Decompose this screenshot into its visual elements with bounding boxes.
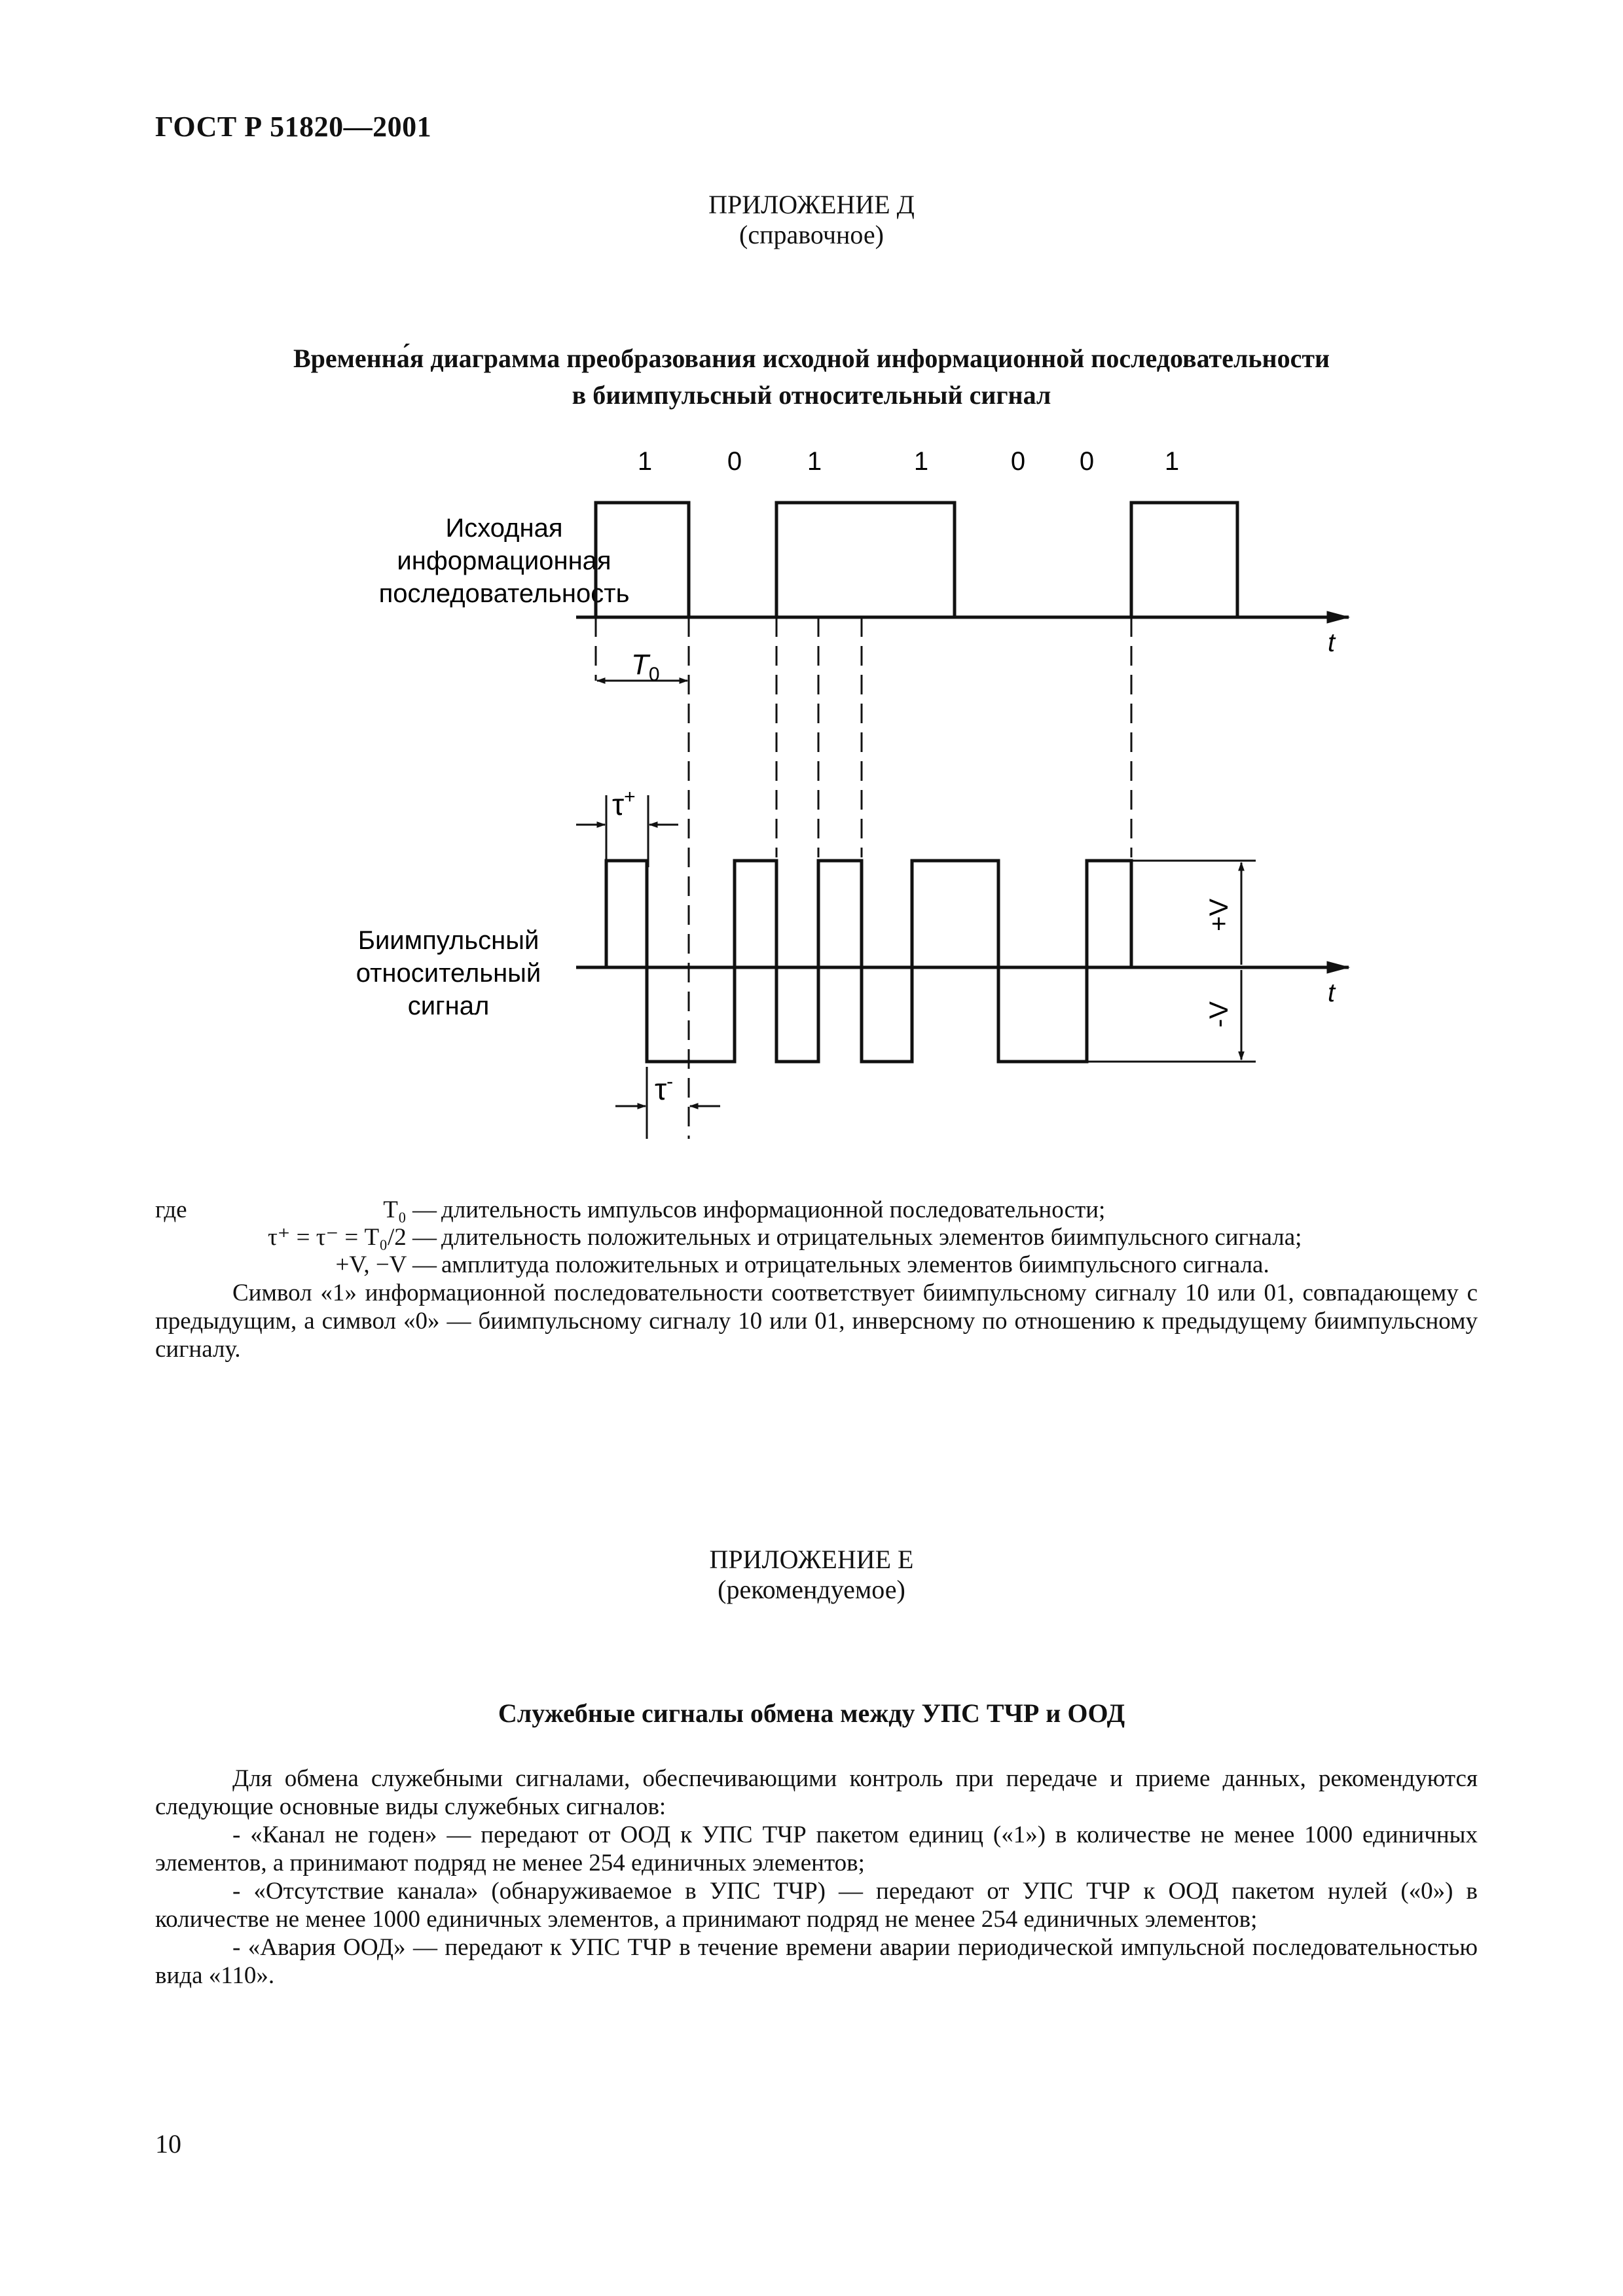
appendix-e-body [155, 1765, 1478, 1990]
bit-label: 1 [637, 447, 653, 476]
biphase-label-line1: Биимпульсный [357, 926, 539, 955]
appendix-d-label: ПРИЛОЖЕНИЕ Д [708, 190, 915, 219]
tau-plus-superscript: + [624, 786, 636, 808]
biphase-label-line2: относительный [356, 959, 541, 988]
signal-item-channel-failed: - «Канал не годен» — передают от ООД к УПС ТЧР пакетом единиц («1») в количестве не менее 1000 единичных элементов, а принимают подряд не менее 254 единичных элементов; [155, 1821, 1478, 1876]
legend-paragraph [155, 1279, 1478, 1363]
tau-plus-symbol: τ [612, 787, 625, 821]
legend-row1-symbol: T₀ — [383, 1196, 437, 1223]
bit-label: 1 [807, 447, 822, 476]
legend-where: где [155, 1196, 187, 1223]
appendix-e-kind: (рекомендуемое) [718, 1575, 905, 1604]
bit-label: 0 [727, 447, 742, 476]
biphase-label-line3: сигнал [407, 992, 490, 1020]
appendix-d-title-line2: в биимпульсный относительный сигнал [572, 380, 1051, 410]
tau-minus-label [655, 1071, 673, 1106]
appendix-e-label: ПРИЛОЖЕНИЕ Е [709, 1545, 914, 1574]
tau-minus-symbol: τ [655, 1072, 667, 1106]
legend-row1-text: длительность импульсов информационной последовательности; [441, 1196, 1106, 1223]
legend-row3-text: амплитуда положительных и отрицательных элементов биимпульсного сигнала. [441, 1251, 1269, 1278]
tau-plus-label [612, 786, 636, 821]
source-label-line1: Исходная [445, 514, 563, 543]
biphase-waveform [606, 861, 1131, 1062]
appendix-e-intro: Для обмена служебными сигналами, обеспечивающими контроль при передаче и приеме данных, рекомендуются следующие основные виды служебных сигналов: [155, 1765, 1478, 1820]
legend-row2-symbol: τ⁺ = τ⁻ = T₀/2 — [267, 1224, 437, 1251]
tau-minus-superscript: - [666, 1071, 674, 1092]
legend [155, 1196, 1471, 1279]
legend-row3-symbol: +V, −V — [335, 1251, 437, 1278]
appendix-d-kind: (справочное) [739, 220, 884, 249]
bit-label: 0 [1079, 447, 1095, 476]
bit-label: 1 [913, 447, 929, 476]
plus-v-label: +V [1205, 898, 1233, 932]
signal-item-dte-failure: - «Авария ООД» — передают к УПС ТЧР в течение времени аварии периодической импульсной последовательностью вида «110». [155, 1934, 1478, 1989]
source-sequence-waveform [596, 503, 1237, 617]
t0-subscript: 0 [648, 664, 660, 685]
minus-v-label: -V [1205, 1001, 1233, 1028]
appendix-e-heading [0, 1545, 1623, 1605]
t0-symbol: T [631, 649, 649, 681]
page-number: 10 [155, 2129, 181, 2159]
bit-label: 0 [1010, 447, 1026, 476]
legend-row2-text: длительность положительных и отрицательных элементов биимпульсного сигнала; [441, 1224, 1302, 1251]
document-header: ГОСТ Р 51820—2001 [155, 111, 432, 143]
legend-explanation: Символ «1» информационной последовательности соответствует биимпульсному сигналу 10 или 01, совпадающему с предыдущим, а символ «0» — биимпульсному сигналу 10 или 01, инверсному по отношению к предыдущему биимпульсному сигналу. [155, 1280, 1478, 1363]
appendix-d-title-line1: Временна́я диаграмма преобразования исходной информационной последовательности [293, 344, 1330, 373]
appendix-e-title: Служебные сигналы обмена между УПС ТЧР и ООД [498, 1698, 1125, 1728]
bit-label: 1 [1164, 447, 1180, 476]
signal-item-no-channel: - «Отсутствие канала» (обнаруживаемое в УПС ТЧР) — передают от УПС ТЧР к ООД пакетом нулей («0») в количестве не менее 1000 единичных элементов, а принимают подряд не менее 254 единичных элементов; [155, 1878, 1478, 1933]
t0-label [631, 649, 660, 685]
biphase-axis-t-label: t [1328, 978, 1336, 1007]
source-label-line3: последовательность [378, 579, 630, 608]
source-label-line2: информационная [397, 547, 611, 575]
source-axis-t-label: t [1328, 628, 1336, 657]
